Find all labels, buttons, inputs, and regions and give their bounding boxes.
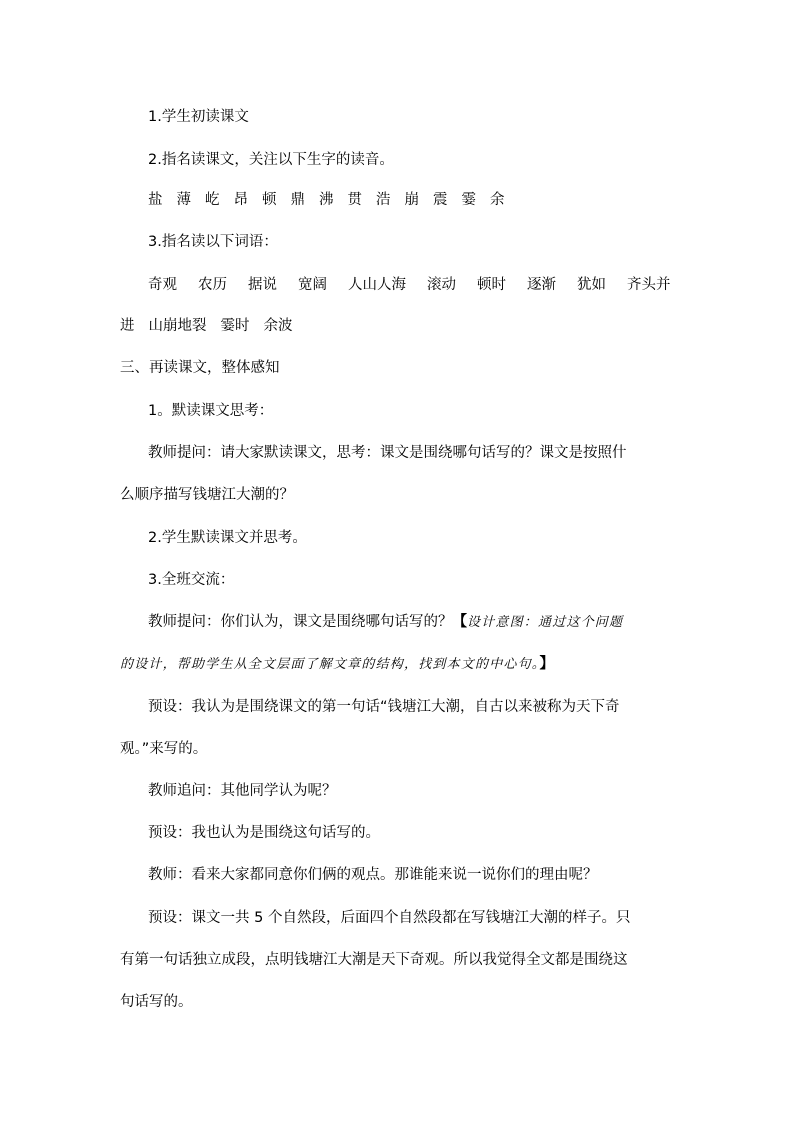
word-list-line-1 xyxy=(148,275,671,295)
section-heading: 三、再读课文，整体感知 xyxy=(120,360,280,376)
word: 滚动 xyxy=(427,277,456,293)
character: 昂 xyxy=(233,192,248,208)
character: 屹 xyxy=(205,192,220,208)
teacher-question-1-cont: 么顺序描写钱塘江大潮的？ xyxy=(120,487,294,503)
character: 震 xyxy=(433,192,448,208)
word: 霎时 xyxy=(220,318,250,334)
character: 霎 xyxy=(461,192,476,208)
word: 齐头并 xyxy=(627,277,671,293)
answer-3-end: 句话写的。 xyxy=(120,994,193,1010)
character-list xyxy=(148,190,519,210)
word-list-line-2 xyxy=(120,316,307,336)
word: 顿时 xyxy=(477,277,506,293)
answer-2: 预设：我也认为是围绕这句话写的。 xyxy=(148,825,380,841)
answer-1-cont: 观。”来写的。 xyxy=(120,741,208,757)
character: 浩 xyxy=(376,192,391,208)
word: 逐渐 xyxy=(527,277,556,293)
teacher-question-2 xyxy=(148,612,623,633)
word: 犹如 xyxy=(577,277,606,293)
design-note-cont xyxy=(120,654,554,675)
step-3: 3.指名读以下词语： xyxy=(148,234,278,250)
teacher-question-1: 教师提问：请大家默读课文，思考：课文是围绕哪句话写的？课文是按照什 xyxy=(148,445,627,461)
word: 余波 xyxy=(263,318,293,334)
word: 山崩地裂 xyxy=(148,318,207,334)
bracket-open: 【 xyxy=(452,614,467,630)
sub-step-3: 3.全班交流： xyxy=(148,572,235,588)
step-1: 1.学生初读课文 xyxy=(148,109,249,125)
word: 农历 xyxy=(198,277,227,293)
character: 薄 xyxy=(176,192,191,208)
teacher-remark: 教师：看来大家都同意你们俩的观点。那谁能来说一说你们的理由呢？ xyxy=(148,867,598,883)
sub-step-1: 1。默读课文思考： xyxy=(148,403,274,419)
word: 人山人海 xyxy=(348,277,406,293)
step-2: 2.指名读课文，关注以下生字的读音。 xyxy=(148,152,394,168)
word: 奇观 xyxy=(148,277,177,293)
character: 余 xyxy=(490,192,505,208)
character: 沸 xyxy=(319,192,334,208)
word: 据说 xyxy=(248,277,277,293)
character: 顿 xyxy=(262,192,277,208)
sub-step-2: 2.学生默读课文并思考。 xyxy=(148,530,307,546)
teacher-followup: 教师追问：其他同学认为呢？ xyxy=(148,783,337,799)
answer-1: 预设：我认为是围绕课文的第一句话“钱塘江大潮，自古以来被称为天下奇 xyxy=(148,699,620,715)
answer-3-cont: 有第一句话独立成段，点明钱塘江大潮是天下奇观。所以我觉得全文都是围绕这 xyxy=(120,952,628,968)
answer-3: 预设：课文一共 5 个自然段，后面四个自然段都在写钱塘江大潮的样子。只 xyxy=(148,910,631,926)
design-note: 设计意图：通过这个问题 xyxy=(467,615,624,630)
character: 崩 xyxy=(404,192,419,208)
word: 宽阔 xyxy=(298,277,327,293)
question-text: 教师提问：你们认为，课文是围绕哪句话写的？ xyxy=(148,614,453,630)
character: 鼎 xyxy=(290,192,305,208)
word: 进 xyxy=(120,318,135,334)
design-note-text: 的设计，帮助学生从全文层面了解文章的结构，找到本文的中心句。 xyxy=(120,657,540,672)
character: 贯 xyxy=(347,192,362,208)
bracket-close: 】 xyxy=(539,656,555,672)
character: 盐 xyxy=(148,192,163,208)
